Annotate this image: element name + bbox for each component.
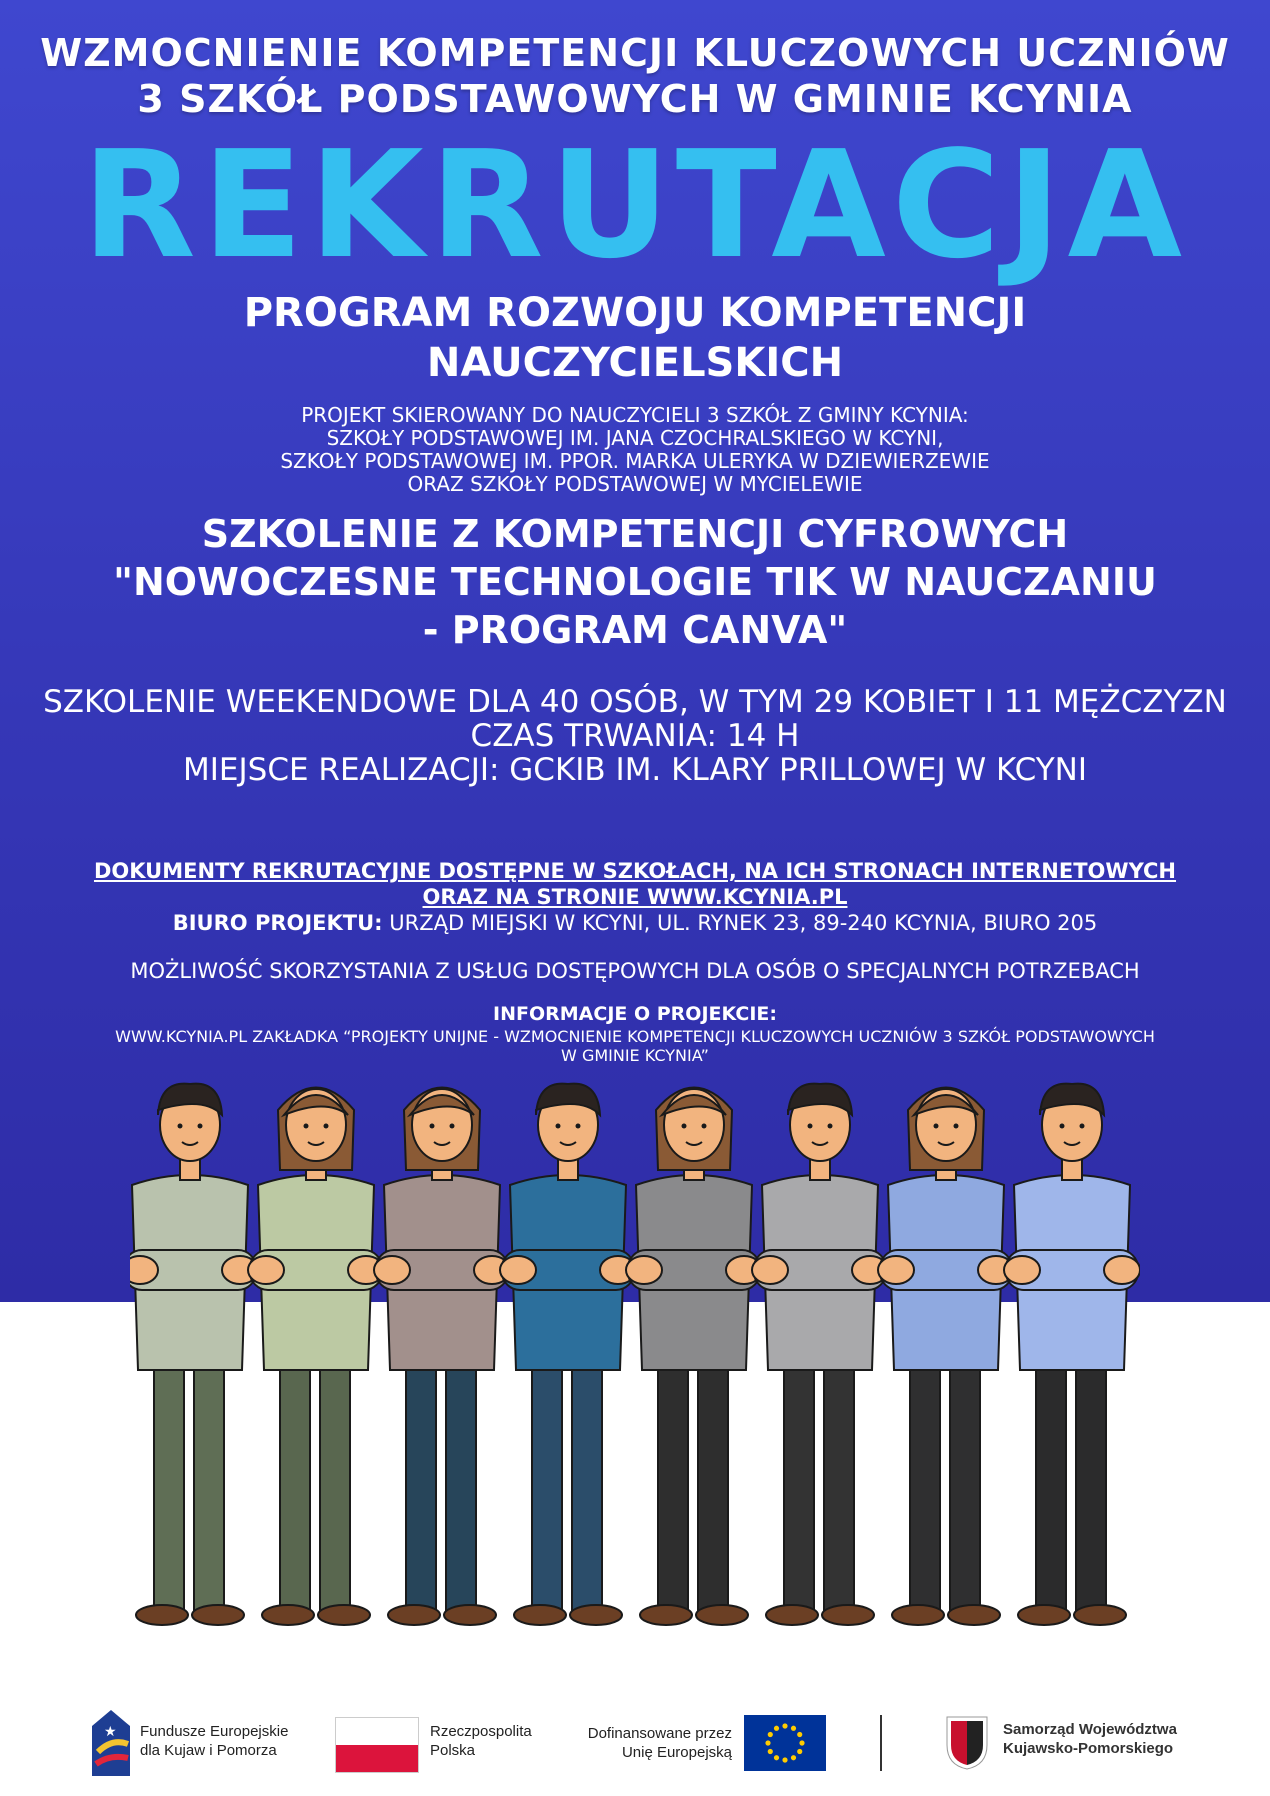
european-funds-icon xyxy=(90,1708,132,1778)
accessibility-note: MOŻLIWOŚĆ SKORZYSTANIA Z USŁUG DOSTĘPOWYCH DLA OSÓB O SPECJALNYCH POTRZEBACH xyxy=(130,959,1140,983)
info-details-line1: WWW.KCYNIA.PL ZAKŁADKA “PROJEKTY UNIJNE - WZMOCNIENIE KOMPETENCJI KLUCZOWYCH UCZNIÓW 3 SZKÓŁ PODSTAWOWYCH xyxy=(115,1027,1155,1046)
project-office-value: URZĄD MIEJSKI W KCYNI, UL. RYNEK 23, 89-240 KCYNIA, BIURO 205 xyxy=(382,911,1098,935)
region-coat-of-arms-icon xyxy=(945,1715,989,1771)
training-title-line2: "NOWOCZESNE TECHNOLOGIE TIK W NAUCZANIU xyxy=(113,560,1157,604)
headline-rekrutacja: REKRUTACJA xyxy=(81,119,1189,291)
teacher-figure xyxy=(878,1088,1014,1626)
training-title xyxy=(0,510,1270,654)
training-location: MIEJSCE REALIZACJI: GCKIB IM. KLARY PRILLOWEJ W KCYNI xyxy=(183,752,1087,788)
project-description-line: ORAZ SZKOŁY PODSTAWOWEJ W MYCIELEWIE xyxy=(407,472,863,496)
training-participants: SZKOLENIE WEEKENDOWE DLA 40 OSÓB, W TYM 29 KOBIET I 11 MĘŻCZYZN xyxy=(43,684,1227,720)
republic-poland-line2: Polska xyxy=(430,1742,476,1759)
project-office-label: BIURO PROJEKTU: xyxy=(172,911,383,935)
footer-logos xyxy=(0,1700,1270,1790)
project-description-line: SZKOŁY PODSTAWOWEJ IM. PPOR. MARKA ULERYKA W DZIEWIERZEWIE xyxy=(280,449,990,473)
recruitment-documents xyxy=(0,858,1270,936)
teacher-figure xyxy=(626,1088,762,1626)
eu-funds-line1: Fundusze Europejskie xyxy=(140,1723,289,1740)
republic-poland-logo-text xyxy=(430,1722,532,1760)
region-line2: Kujawsko-Pomorskiego xyxy=(1003,1740,1174,1757)
training-title-line3: - PROGRAM CANVA" xyxy=(422,608,848,652)
eu-cofinanced-line1: Dofinansowane przez xyxy=(587,1725,732,1742)
svg-text:★: ★ xyxy=(104,1724,117,1740)
polish-flag-icon xyxy=(335,1717,419,1773)
documents-link-line2[interactable]: ORAZ NA STRONIE WWW.KCYNIA.PL xyxy=(422,885,848,909)
program-title-line2: NAUCZYCIELSKICH xyxy=(426,340,844,386)
teacher-figure xyxy=(374,1088,510,1626)
info-details xyxy=(0,1027,1270,1065)
project-description xyxy=(0,404,1270,496)
teacher-figure xyxy=(130,1084,258,1625)
training-duration: CZAS TRWANIA: 14 H xyxy=(470,718,800,754)
documents-link-line1[interactable]: DOKUMENTY REKRUTACYJNE DOSTĘPNE W SZKOŁACH, NA ICH STRONACH INTERNETOWYCH xyxy=(93,859,1177,883)
project-office xyxy=(0,910,1270,936)
region-line1: Samorząd Województwa xyxy=(1003,1721,1177,1738)
eu-funds-line2: dla Kujaw i Pomorza xyxy=(140,1742,277,1759)
project-description-line: PROJEKT SKIEROWANY DO NAUCZYCIELI 3 SZKÓŁ Z GMINY KCYNIA: xyxy=(301,403,969,427)
eu-funds-logo-text xyxy=(140,1722,288,1760)
footer-divider xyxy=(880,1715,882,1771)
project-title-line1: WZMOCNIENIE KOMPETENCJI KLUCZOWYCH UCZNIÓW xyxy=(40,31,1230,75)
region-logo-text xyxy=(1003,1720,1177,1758)
training-details xyxy=(0,685,1270,787)
project-description-line: SZKOŁY PODSTAWOWEJ IM. JANA CZOCHRALSKIEGO W KCYNI, xyxy=(326,426,944,450)
teachers-illustration xyxy=(130,1070,1140,1660)
project-title xyxy=(0,30,1270,122)
eu-cofinanced-line2: Unię Europejską xyxy=(621,1744,732,1761)
info-details-line2: W GMINIE KCYNIA” xyxy=(561,1046,709,1065)
training-title-line1: SZKOLENIE Z KOMPETENCJI CYFROWYCH xyxy=(201,512,1069,556)
teacher-figure xyxy=(1004,1084,1140,1625)
project-title-line2: 3 SZKÓŁ PODSTAWOWYCH W GMINIE KCYNIA xyxy=(137,77,1133,121)
program-title xyxy=(0,288,1270,388)
teacher-figure xyxy=(500,1084,636,1625)
eu-flag-icon xyxy=(744,1715,826,1771)
info-label: INFORMACJE O PROJEKCIE: xyxy=(493,1003,777,1025)
republic-poland-line1: Rzeczpospolita xyxy=(430,1723,532,1740)
eu-cofinanced-logo-text xyxy=(572,1724,732,1762)
teacher-figure xyxy=(248,1088,384,1626)
program-title-line1: PROGRAM ROZWOJU KOMPETENCJI xyxy=(243,290,1027,336)
teacher-figure xyxy=(752,1084,888,1625)
